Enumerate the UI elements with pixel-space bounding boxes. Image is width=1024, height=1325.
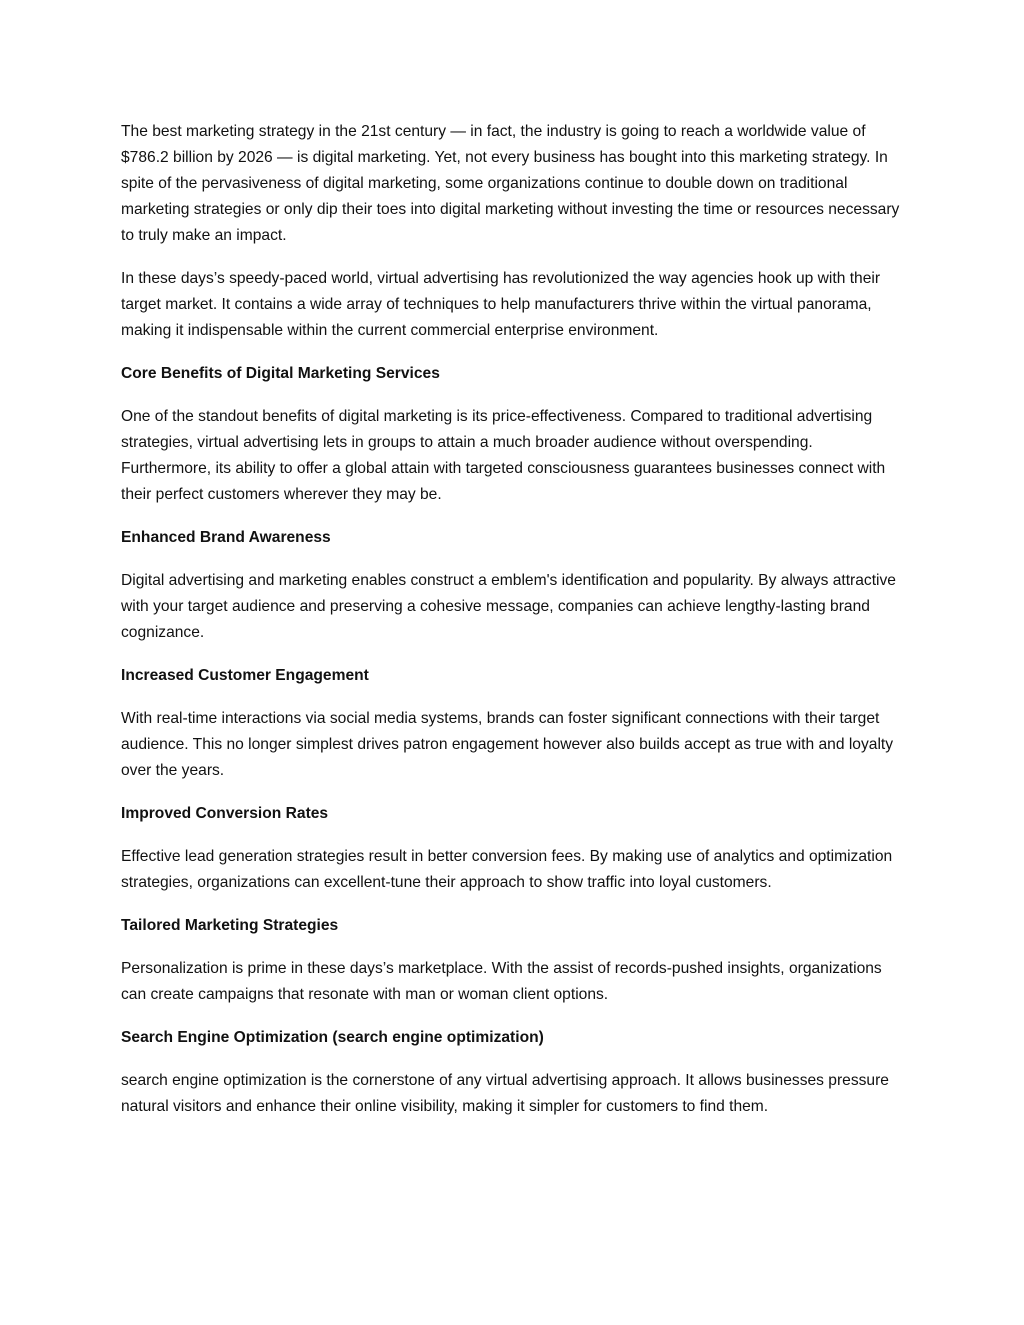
- customer-engagement-paragraph: With real-time interactions via social media systems, brands can foster significant connections with their target audience. This no longer simplest drives patron engagement however also builds accept as true with and loyalty over the years.: [121, 710, 894, 779]
- section-heading-brand-awareness: Enhanced Brand Awareness: [121, 529, 331, 546]
- seo-paragraph: search engine optimization is the cornerstone of any virtual advertising approach. It allows businesses pressure natural visitors and enhance their online visibility, making it simpler for customers to find them.: [121, 1072, 889, 1115]
- document-body: [121, 119, 906, 1137]
- brand-awareness-paragraph: Digital advertising and marketing enables construct a emblem's identification and popularity. By always attractive with your target audience and preserving a cohesive message, companies can achieve lengthy-lasting brand cognizance.: [121, 572, 896, 641]
- tailored-strategies-paragraph: Personalization is prime in these days’s marketplace. With the assist of records-pushed insights, organizations can create campaigns that resonate with man or woman client options.: [121, 960, 882, 1003]
- section-heading-conversion-rates: Improved Conversion Rates: [121, 805, 329, 822]
- section-heading-customer-engagement: Increased Customer Engagement: [121, 667, 369, 684]
- section-heading-seo: Search Engine Optimization (search engine optimization): [121, 1029, 544, 1046]
- section-heading-core-benefits: Core Benefits of Digital Marketing Services: [121, 365, 440, 382]
- section-heading-tailored-strategies: Tailored Marketing Strategies: [121, 917, 339, 934]
- core-benefits-paragraph: One of the standout benefits of digital marketing is its price-effectiveness. Compared to traditional advertising strategies, virtual advertising lets in groups to attain a much broader audience without overspending. Furthermore, its ability to offer a global attain with targeted consciousness guarantees businesses connect with their perfect customers wherever they may be.: [121, 408, 886, 503]
- conversion-rates-paragraph: Effective lead generation strategies result in better conversion fees. By making use of analytics and optimization strategies, organizations can excellent-tune their approach to show traffic into loyal customers.: [121, 848, 893, 891]
- intro-paragraph: The best marketing strategy in the 21st century — in fact, the industry is going to reach a worldwide value of $786.2 billion by 2026 — is digital marketing. Yet, not every business has bought into this marketing strategy. In spite of the pervasiveness of digital marketing, some organizations continue to double down on traditional marketing strategies or only dip their toes into digital marketing without investing the time or resources necessary to truly make an impact.: [121, 123, 900, 244]
- context-paragraph: In these days’s speedy-paced world, virtual advertising has revolutionized the way agencies hook up with their target market. It contains a wide array of techniques to help manufacturers thrive within the virtual panorama, making it indispensable within the current commercial enterprise environment.: [121, 270, 881, 339]
